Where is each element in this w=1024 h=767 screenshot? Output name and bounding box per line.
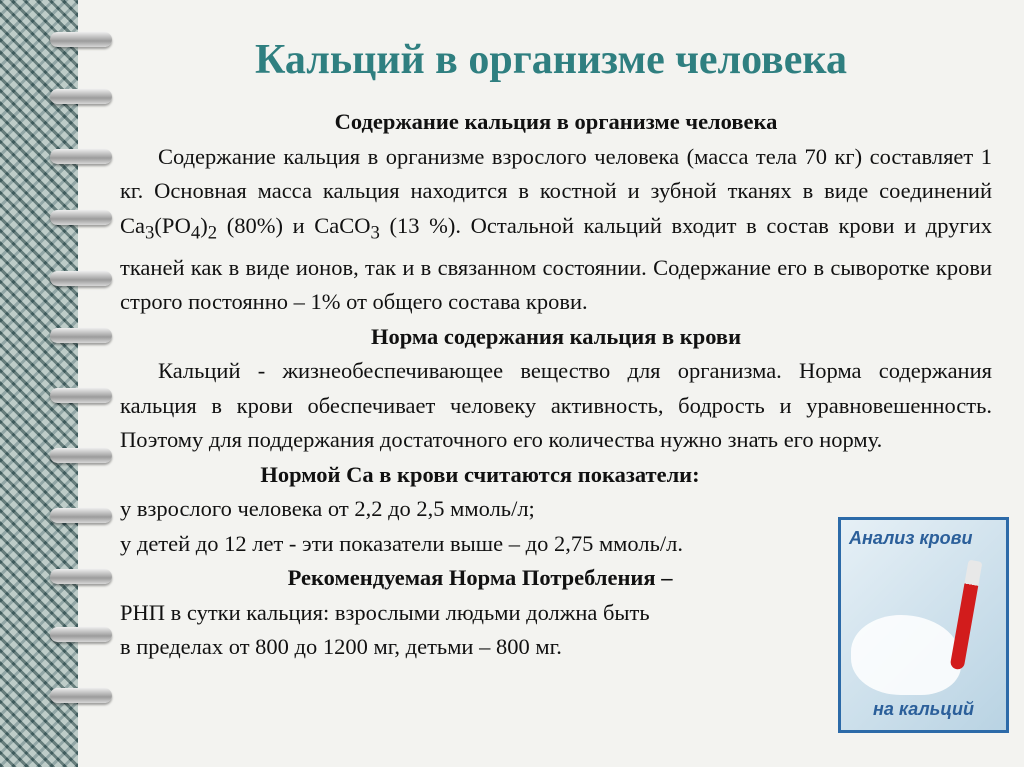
section-heading-blood-norm: Норма содержания кальция в крови [370, 323, 742, 349]
text-fragment: (13 %). Остальной кальций входит в состав крови и других тканей как в виде ионов, так и в связанном состоянии. Содержание его в сыворотке крови строго постоянно – 1% от общего состава крови. [120, 212, 992, 314]
subscript: 3 [145, 222, 155, 243]
binder-ring [50, 688, 112, 703]
binder-ring [50, 328, 112, 343]
norm-bold: Нормой Са в крови [260, 461, 459, 487]
binder-ring [50, 448, 112, 463]
gloved-hand-icon [851, 615, 961, 695]
formula-fragment: Са [120, 212, 145, 238]
recommended-norm-heading [120, 561, 840, 596]
dash: – [655, 565, 673, 590]
blood-test-photo [838, 517, 1009, 733]
rnp-line-2: в пределах от 800 до 1200 мг, детьми – 800 мг. [120, 634, 562, 659]
binder-ring [50, 627, 112, 642]
page-title: Кальций в организме человека [255, 37, 847, 83]
binder-spine [0, 0, 79, 767]
binder-ring [50, 271, 112, 286]
test-tube-icon [950, 560, 983, 671]
binder-ring [50, 210, 112, 225]
binder-ring [50, 89, 112, 104]
norm-colon: : [692, 461, 700, 487]
paragraph-calcium-content [120, 140, 992, 320]
rnp-line-1: РНП в сутки кальция: взрослыми людьми должна быть [120, 599, 650, 625]
formula-fragment: (РО [154, 212, 191, 238]
norm-rest: считаются показатели [458, 461, 693, 487]
binder-ring [50, 508, 112, 523]
binder-ring [50, 149, 112, 164]
photo-caption-bottom: на кальций [873, 699, 974, 719]
subscript: 3 [370, 222, 380, 243]
norm-adult-line: у взрослого человека от 2,2 до 2,5 ммоль/л; [120, 496, 535, 521]
binder-ring [50, 388, 112, 403]
subscript: 4 [190, 222, 201, 243]
recommended-norm-title: Рекомендуемая Норма Потребления [287, 565, 656, 590]
binder-ring [50, 569, 112, 584]
section-heading-calcium-content: Содержание кальция в организме человека [334, 109, 778, 134]
photo-caption-top: Анализ крови [849, 528, 973, 548]
norm-indicators-heading [120, 458, 840, 493]
text-fragment: Содержание кальция в организме взрослого человека (масса тела 70 кг) составляет 1 кг. Основная масса кальция находится в костной и зубной тканях в виде соединений [120, 143, 992, 203]
norm-children-line: у детей до 12 лет - эти показатели выше – до 2,75 ммоль/л. [120, 530, 683, 556]
text-fragment: (80%) и CaCO [217, 212, 371, 238]
subscript: 2 [207, 222, 218, 243]
paragraph-blood-norm: Кальций - жизнеобеспечивающее вещество для организма. Норма содержания кальция в крови обеспечивает человеку активность, бодрость и уравновешенность. Поэтому для поддержания достаточного его количества нужно знать его норму. [120, 358, 992, 452]
formula-fragment: ) [200, 212, 208, 238]
